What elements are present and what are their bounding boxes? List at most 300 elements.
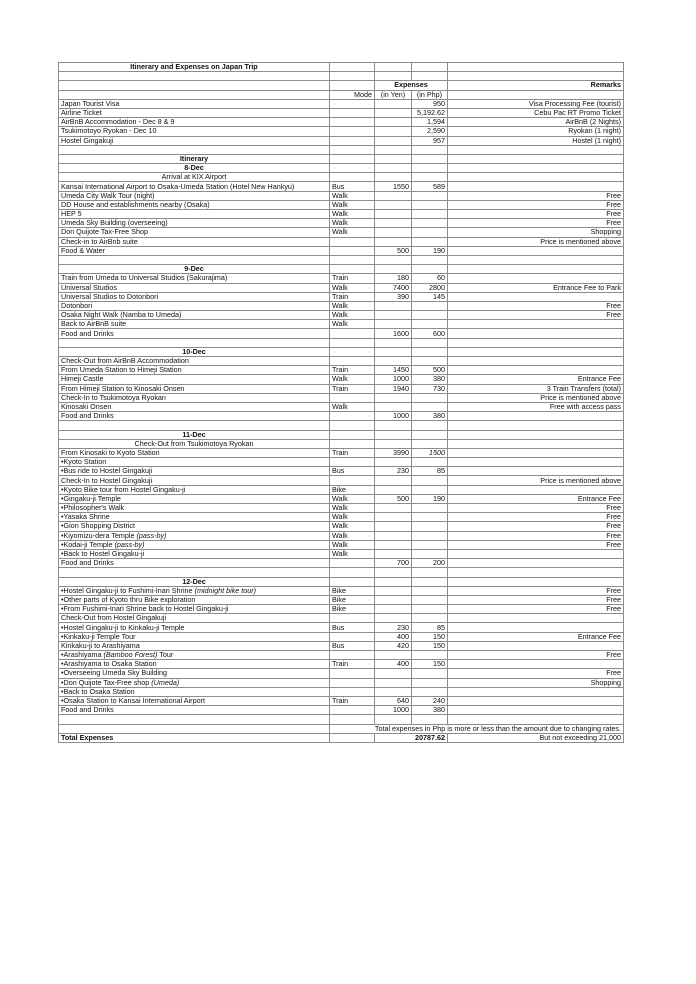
php-amount bbox=[412, 586, 448, 595]
item-description bbox=[59, 329, 330, 338]
php-amount bbox=[412, 651, 448, 660]
empty-cell bbox=[59, 338, 330, 347]
itinerary-row bbox=[59, 393, 624, 402]
empty-cell bbox=[412, 154, 448, 163]
php-amount bbox=[412, 237, 448, 246]
empty-cell bbox=[330, 99, 375, 108]
php-amount bbox=[412, 687, 448, 696]
item-text: •Kodai-ji Temple bbox=[61, 540, 113, 549]
itinerary-row bbox=[59, 200, 624, 209]
item-text: Check-Out from AirBnB Accommodation bbox=[61, 356, 189, 366]
item-description bbox=[59, 283, 330, 292]
empty-cell bbox=[375, 108, 412, 117]
itinerary-row bbox=[59, 329, 624, 338]
php-amount: 60 bbox=[412, 274, 448, 283]
transport-mode: Train bbox=[330, 292, 375, 301]
item-description bbox=[59, 292, 330, 301]
itinerary-row bbox=[59, 274, 624, 283]
php-amount bbox=[412, 191, 448, 200]
empty-cell bbox=[375, 430, 412, 439]
php-amount: 380 bbox=[412, 412, 448, 421]
item-description bbox=[59, 274, 330, 283]
transport-mode: Walk bbox=[330, 283, 375, 292]
remarks-cell bbox=[448, 687, 624, 696]
transport-mode: Walk bbox=[330, 219, 375, 228]
empty-cell bbox=[375, 255, 412, 264]
remarks-cell: Free bbox=[448, 210, 624, 219]
itinerary-row bbox=[59, 320, 624, 329]
transport-mode: Train bbox=[330, 660, 375, 669]
itinerary-row bbox=[59, 641, 624, 650]
remarks-cell: Free bbox=[448, 504, 624, 513]
remarks-cell: Shopping bbox=[448, 228, 624, 237]
yen-amount bbox=[375, 678, 412, 687]
itinerary-row bbox=[59, 366, 624, 375]
day-label: 12-Dec bbox=[59, 577, 330, 586]
fixed-cost-label: Airline Ticket bbox=[59, 108, 330, 117]
php-amount bbox=[412, 320, 448, 329]
empty-cell bbox=[330, 421, 375, 430]
item-description bbox=[59, 384, 330, 393]
item-note: (midnight bike tour) bbox=[194, 586, 257, 595]
empty-cell bbox=[330, 173, 375, 182]
item-text: Food & Water bbox=[61, 246, 106, 255]
empty-cell bbox=[412, 568, 448, 577]
itinerary-row bbox=[59, 476, 624, 485]
remarks-cell: Free bbox=[448, 605, 624, 614]
empty-cell bbox=[448, 255, 624, 264]
blank-row bbox=[59, 72, 624, 81]
day-label: 8-Dec bbox=[59, 164, 330, 173]
item-description bbox=[59, 504, 330, 513]
transport-mode: Walk bbox=[330, 320, 375, 329]
itinerary-row bbox=[59, 559, 624, 568]
empty-cell bbox=[330, 118, 375, 127]
fixed-cost-label: AirBnB Accommodation - Dec 8 & 9 bbox=[59, 118, 330, 127]
yen-amount: 390 bbox=[375, 292, 412, 301]
php-amount: 145 bbox=[412, 292, 448, 301]
empty-cell bbox=[448, 164, 624, 173]
transport-mode: Train bbox=[330, 696, 375, 705]
remarks-cell: Entrance Fee bbox=[448, 632, 624, 641]
php-amount bbox=[412, 504, 448, 513]
yen-amount bbox=[375, 458, 412, 467]
item-text: Food and Drinks bbox=[61, 558, 114, 568]
transport-mode: Walk bbox=[330, 301, 375, 310]
empty-cell bbox=[448, 568, 624, 577]
yen-amount bbox=[375, 320, 412, 329]
fixed-cost-row bbox=[59, 108, 624, 117]
empty-cell bbox=[412, 255, 448, 264]
php-amount: 150 bbox=[412, 641, 448, 650]
fixed-cost-label: Japan Tourist Visa bbox=[59, 99, 330, 108]
item-description bbox=[59, 595, 330, 604]
transport-mode bbox=[330, 393, 375, 402]
empty-cell bbox=[412, 173, 448, 182]
yen-amount: 3990 bbox=[375, 448, 412, 457]
item-text: DD House and establishments nearby (Osaka) bbox=[61, 200, 210, 209]
transport-mode bbox=[330, 632, 375, 641]
empty-cell bbox=[448, 154, 624, 163]
item-text: Osaka Night Walk (Namba to Umeda) bbox=[61, 310, 182, 320]
empty-cell bbox=[330, 347, 375, 356]
item-text: Dotonbori bbox=[61, 301, 93, 310]
transport-mode bbox=[330, 559, 375, 568]
fixed-cost-row bbox=[59, 127, 624, 136]
item-description bbox=[59, 200, 330, 209]
item-description bbox=[59, 393, 330, 402]
item-description bbox=[59, 522, 330, 531]
remarks-cell: Visa Processing Fee (tourist) bbox=[448, 99, 624, 108]
remarks-cell bbox=[448, 467, 624, 476]
remarks-cell bbox=[448, 357, 624, 366]
transport-mode bbox=[330, 237, 375, 246]
item-text: Train from Umeda to Universal Studios (Sakurajima) bbox=[61, 273, 228, 283]
day-label: 10-Dec bbox=[59, 347, 330, 356]
remarks-cell bbox=[448, 320, 624, 329]
empty-cell bbox=[448, 430, 624, 439]
php-amount: 589 bbox=[412, 182, 448, 191]
transport-mode: Walk bbox=[330, 549, 375, 558]
item-description bbox=[59, 448, 330, 457]
yen-amount bbox=[375, 237, 412, 246]
itinerary-row bbox=[59, 237, 624, 246]
remarks-cell: Free bbox=[448, 301, 624, 310]
item-description bbox=[59, 412, 330, 421]
yen-amount: 180 bbox=[375, 274, 412, 283]
transport-mode: Bus bbox=[330, 467, 375, 476]
yen-amount bbox=[375, 301, 412, 310]
empty-cell bbox=[59, 724, 330, 733]
remarks-cell: Price is mentioned above bbox=[448, 476, 624, 485]
empty-cell bbox=[375, 439, 412, 448]
transport-mode: Bike bbox=[330, 586, 375, 595]
empty-cell bbox=[412, 347, 448, 356]
day-header-row bbox=[59, 577, 624, 586]
transport-mode bbox=[330, 687, 375, 696]
empty-cell bbox=[375, 127, 412, 136]
item-description bbox=[59, 366, 330, 375]
item-description bbox=[59, 219, 330, 228]
item-text: •Kinkaku-ji Temple Tour bbox=[61, 632, 136, 641]
total-label: Total Expenses bbox=[59, 733, 330, 742]
transport-mode: Bike bbox=[330, 605, 375, 614]
remarks-header: Remarks bbox=[448, 81, 624, 90]
item-text: •Kyoto Bike tour from Hostel Gingaku-ji bbox=[61, 485, 186, 494]
yen-amount bbox=[375, 531, 412, 540]
php-amount: 85 bbox=[412, 623, 448, 632]
remarks-cell bbox=[448, 623, 624, 632]
itinerary-row bbox=[59, 182, 624, 191]
item-description bbox=[59, 623, 330, 632]
empty-cell bbox=[330, 154, 375, 163]
empty-cell bbox=[412, 421, 448, 430]
item-description bbox=[59, 301, 330, 310]
php-amount bbox=[412, 228, 448, 237]
itinerary-row bbox=[59, 375, 624, 384]
php-amount: 2,590 bbox=[412, 127, 448, 136]
fixed-cost-label: Tsukimotoyo Ryokan - Dec 10 bbox=[59, 127, 330, 136]
day-subtitle: Arrival at KIX Airport bbox=[59, 173, 330, 182]
total-row bbox=[59, 733, 624, 742]
empty-cell bbox=[412, 577, 448, 586]
php-amount: 730 bbox=[412, 384, 448, 393]
transport-mode: Walk bbox=[330, 228, 375, 237]
php-amount bbox=[412, 301, 448, 310]
transport-mode: Walk bbox=[330, 200, 375, 209]
empty-cell bbox=[375, 145, 412, 154]
fixed-cost-label: Hostel Gingakuji bbox=[59, 136, 330, 145]
item-text: Kinosaki Onsen bbox=[61, 402, 112, 412]
empty-cell bbox=[330, 265, 375, 274]
remarks-cell: 3 Train Transfers (total) bbox=[448, 384, 624, 393]
empty-cell bbox=[330, 145, 375, 154]
transport-mode: Walk bbox=[330, 191, 375, 200]
php-amount: 380 bbox=[412, 375, 448, 384]
empty-cell bbox=[330, 439, 375, 448]
remarks-cell bbox=[448, 641, 624, 650]
empty-cell bbox=[330, 136, 375, 145]
empty-cell bbox=[448, 715, 624, 724]
empty-cell bbox=[412, 715, 448, 724]
remarks-cell bbox=[448, 246, 624, 255]
transport-mode: Walk bbox=[330, 513, 375, 522]
php-amount bbox=[412, 476, 448, 485]
remarks-cell: Price is mentioned above bbox=[448, 237, 624, 246]
remarks-cell bbox=[448, 559, 624, 568]
item-text: •Hostel Gingaku-ji to Fushimi-Inari Shrine bbox=[61, 586, 193, 595]
remarks-cell: Free bbox=[448, 651, 624, 660]
remarks-cell: Shopping bbox=[448, 678, 624, 687]
remarks-cell: Entrance Fee bbox=[448, 494, 624, 503]
empty-cell bbox=[375, 99, 412, 108]
yen-amount: 230 bbox=[375, 623, 412, 632]
remarks-cell: Free bbox=[448, 586, 624, 595]
empty-cell bbox=[448, 145, 624, 154]
transport-mode: Train bbox=[330, 274, 375, 283]
transport-mode: Walk bbox=[330, 402, 375, 411]
item-text: •Gingaku-ji Temple bbox=[61, 494, 121, 503]
remarks-cell bbox=[448, 274, 624, 283]
yen-amount: 420 bbox=[375, 641, 412, 650]
transport-mode: Walk bbox=[330, 504, 375, 513]
php-amount: 600 bbox=[412, 329, 448, 338]
php-amount bbox=[412, 402, 448, 411]
php-amount: 200 bbox=[412, 559, 448, 568]
empty-cell bbox=[375, 265, 412, 274]
item-description bbox=[59, 540, 330, 549]
remarks-cell bbox=[448, 366, 624, 375]
remarks-cell bbox=[448, 485, 624, 494]
blank-row bbox=[59, 568, 624, 577]
remarks-cell bbox=[448, 292, 624, 301]
itinerary-row bbox=[59, 531, 624, 540]
itinerary-row bbox=[59, 651, 624, 660]
yen-amount: 640 bbox=[375, 696, 412, 705]
php-amount: 950 bbox=[412, 99, 448, 108]
yen-amount bbox=[375, 228, 412, 237]
remarks-cell: Entrance Fee bbox=[448, 375, 624, 384]
empty-cell bbox=[448, 577, 624, 586]
item-description bbox=[59, 669, 330, 678]
itinerary-row bbox=[59, 586, 624, 595]
php-amount bbox=[412, 522, 448, 531]
item-description bbox=[59, 237, 330, 246]
yen-amount bbox=[375, 614, 412, 623]
yen-amount: 1940 bbox=[375, 384, 412, 393]
item-description bbox=[59, 605, 330, 614]
header-row-1 bbox=[59, 81, 624, 90]
transport-mode: Train bbox=[330, 384, 375, 393]
item-text: •Back to Hostel Gingaku-ji bbox=[61, 549, 145, 559]
php-amount: 957 bbox=[412, 136, 448, 145]
expenses-header: Expenses bbox=[375, 81, 448, 90]
php-amount: 150 bbox=[412, 632, 448, 641]
yen-amount bbox=[375, 476, 412, 485]
remarks-cell: Free bbox=[448, 200, 624, 209]
remarks-cell bbox=[448, 549, 624, 558]
php-amount bbox=[412, 311, 448, 320]
item-description bbox=[59, 513, 330, 522]
item-description bbox=[59, 476, 330, 485]
blank-row bbox=[59, 421, 624, 430]
item-description bbox=[59, 531, 330, 540]
note-row bbox=[59, 724, 624, 733]
yen-amount bbox=[375, 513, 412, 522]
itinerary-heading: Itinerary bbox=[59, 154, 330, 163]
yen-amount: 1550 bbox=[375, 182, 412, 191]
item-description bbox=[59, 320, 330, 329]
remarks-cell: Free bbox=[448, 531, 624, 540]
php-amount bbox=[412, 200, 448, 209]
php-amount bbox=[412, 678, 448, 687]
empty-cell bbox=[330, 568, 375, 577]
day-header-row bbox=[59, 164, 624, 173]
empty-cell bbox=[330, 127, 375, 136]
yen-amount bbox=[375, 669, 412, 678]
yen-amount bbox=[375, 219, 412, 228]
blank-row bbox=[59, 255, 624, 264]
day-label: 11-Dec bbox=[59, 430, 330, 439]
itinerary-row bbox=[59, 467, 624, 476]
mode-header: Mode bbox=[330, 90, 375, 99]
itinerary-row bbox=[59, 623, 624, 632]
transport-mode: Walk bbox=[330, 210, 375, 219]
yen-amount bbox=[375, 311, 412, 320]
empty-cell bbox=[375, 347, 412, 356]
transport-mode: Bike bbox=[330, 595, 375, 604]
itinerary-row bbox=[59, 669, 624, 678]
item-text: •Arashiyama to Osaka Station bbox=[61, 659, 157, 669]
item-description bbox=[59, 210, 330, 219]
item-description bbox=[59, 632, 330, 641]
header-row-2 bbox=[59, 90, 624, 99]
item-description bbox=[59, 182, 330, 191]
item-text: Check-in to AirBnb suite bbox=[61, 237, 138, 246]
day-subtitle-row bbox=[59, 439, 624, 448]
itinerary-row bbox=[59, 191, 624, 200]
itinerary-row bbox=[59, 384, 624, 393]
transport-mode: Walk bbox=[330, 522, 375, 531]
yen-amount bbox=[375, 687, 412, 696]
remarks-cell: Free bbox=[448, 219, 624, 228]
empty-cell bbox=[412, 265, 448, 274]
empty-cell bbox=[330, 430, 375, 439]
yen-amount bbox=[375, 191, 412, 200]
remarks-cell: Free bbox=[448, 191, 624, 200]
transport-mode bbox=[330, 476, 375, 485]
itinerary-row bbox=[59, 504, 624, 513]
yen-amount: 400 bbox=[375, 632, 412, 641]
remarks-cell bbox=[448, 458, 624, 467]
yen-amount bbox=[375, 210, 412, 219]
blank-row bbox=[59, 715, 624, 724]
remarks-cell: AirBnB (2 Nights) bbox=[448, 118, 624, 127]
day-subtitle: Check-Out from Tsukimotoya Ryokan bbox=[59, 439, 330, 448]
empty-cell bbox=[375, 154, 412, 163]
remarks-cell: Hostel (1 night) bbox=[448, 136, 624, 145]
empty-cell bbox=[448, 421, 624, 430]
transport-mode: Bus bbox=[330, 623, 375, 632]
itinerary-row bbox=[59, 632, 624, 641]
remarks-cell: Free bbox=[448, 513, 624, 522]
empty-cell bbox=[375, 338, 412, 347]
yen-amount: 500 bbox=[375, 494, 412, 503]
empty-cell bbox=[330, 255, 375, 264]
empty-cell bbox=[412, 439, 448, 448]
item-description bbox=[59, 375, 330, 384]
transport-mode bbox=[330, 246, 375, 255]
php-amount bbox=[412, 219, 448, 228]
php-amount bbox=[412, 357, 448, 366]
item-text: Himeji Castle bbox=[61, 374, 104, 384]
empty-cell bbox=[375, 164, 412, 173]
empty-cell bbox=[375, 577, 412, 586]
itinerary-row bbox=[59, 210, 624, 219]
yen-amount bbox=[375, 393, 412, 402]
yen-amount bbox=[375, 402, 412, 411]
yen-amount bbox=[375, 549, 412, 558]
empty-cell bbox=[330, 715, 375, 724]
remarks-cell: Free bbox=[448, 522, 624, 531]
transport-mode bbox=[330, 678, 375, 687]
empty-cell bbox=[375, 118, 412, 127]
item-text: •From Fushimi-Inari Shrine back to Hostel Gingaku-ji bbox=[61, 604, 229, 614]
item-text: HEP 5 bbox=[61, 209, 82, 219]
remarks-cell: Free bbox=[448, 595, 624, 604]
yen-amount bbox=[375, 540, 412, 549]
empty-cell bbox=[59, 568, 330, 577]
item-text: •Don Quijote Tax-Free shop bbox=[61, 678, 150, 687]
itinerary-row bbox=[59, 614, 624, 623]
item-text: Back to AirBnB suite bbox=[61, 319, 127, 329]
yen-amount: 500 bbox=[375, 246, 412, 255]
rates-note: Total expenses in Php is more or less than the amount due to changing rates. bbox=[330, 724, 624, 733]
item-description bbox=[59, 559, 330, 568]
item-description bbox=[59, 191, 330, 200]
empty-cell bbox=[412, 430, 448, 439]
item-description bbox=[59, 678, 330, 687]
fixed-cost-row bbox=[59, 118, 624, 127]
item-note: (pass-by) bbox=[114, 540, 145, 549]
item-description bbox=[59, 586, 330, 595]
item-text: Umeda City Walk Tour (night) bbox=[61, 191, 155, 200]
itinerary-row bbox=[59, 660, 624, 669]
itinerary-row bbox=[59, 301, 624, 310]
itinerary-row bbox=[59, 494, 624, 503]
item-description bbox=[59, 402, 330, 411]
item-text: Check-Out from Hostel Gingakuji bbox=[61, 613, 167, 623]
